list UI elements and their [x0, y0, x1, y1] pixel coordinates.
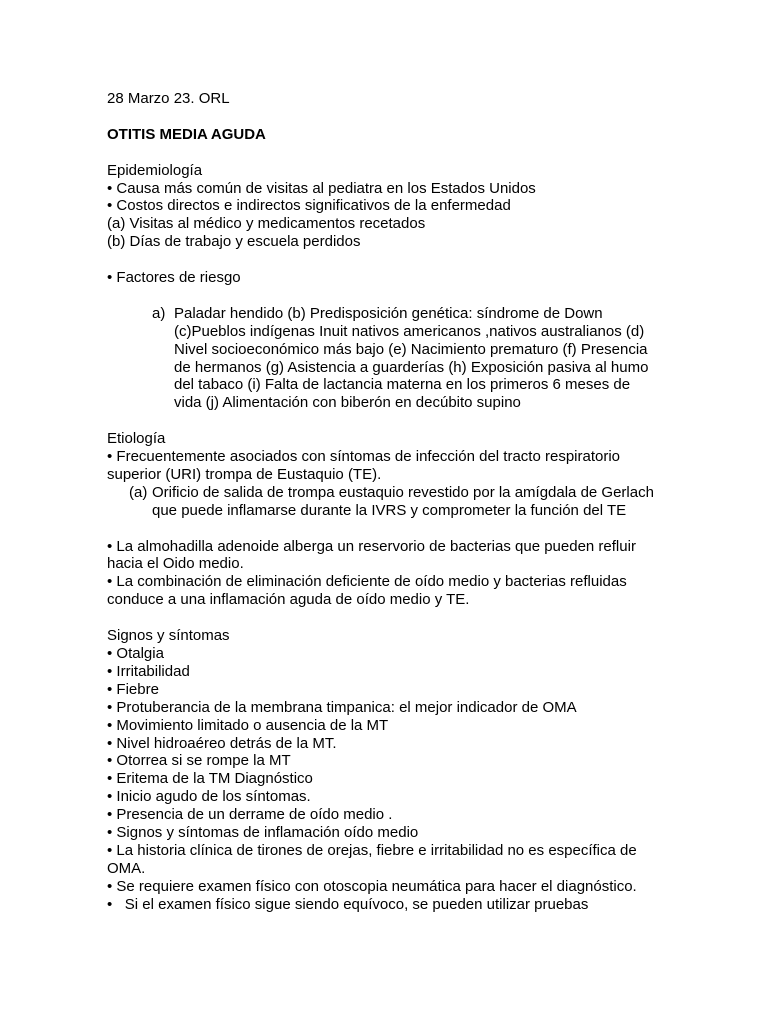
signos-item: • Eritema de la TM Diagnóstico: [107, 770, 313, 788]
signos-item: • Presencia de un derrame de oído medio .: [107, 806, 393, 824]
etiologia-sub-item: [129, 484, 667, 520]
etiologia-sub-text: Orificio de salida de trompa eustaquio revestido por la amígdala de Gerlach que puede inflamarse durante la IVRS y comprometer la función del TE: [152, 483, 654, 519]
signos-item: • Otorrea si se rompe la MT: [107, 752, 291, 770]
signos-item: • Protuberancia de la membrana timpanica: el mejor indicador de OMA: [107, 698, 577, 716]
etiologia-paragraph: • La combinación de eliminación deficiente de oído medio y bacterias refluidas conduce a una inflamación aguda de oído medio y TE.: [107, 573, 627, 609]
signos-paragraph: • Se requiere examen físico con otoscopia neumática para hacer el diagnóstico.: [107, 877, 637, 895]
signos-item: • Irritabilidad: [107, 662, 190, 680]
epidemiologia-line: • Causa más común de visitas al pediatra en los Estados Unidos: [107, 179, 536, 197]
spacer: [107, 287, 667, 305]
factores-list-item: [152, 305, 659, 412]
signos-heading: Signos y síntomas: [107, 627, 230, 645]
signos-item: • Inicio agudo de los síntomas.: [107, 788, 311, 806]
spacer: [107, 520, 667, 538]
signos-item: • Signos y síntomas de inflamación oído medio: [107, 824, 419, 842]
etiologia-heading: Etiología: [107, 430, 166, 448]
signos-paragraph: • La historia clínica de tirones de orejas, fiebre e irritabilidad no es específica de OMA.: [107, 841, 637, 877]
factores-heading: • Factores de riesgo: [107, 269, 241, 287]
signos-item: • Fiebre: [107, 680, 159, 698]
document-page: [107, 90, 667, 914]
spacer: [107, 108, 667, 126]
factores-text: Paladar hendido (b) Predisposición genética: síndrome de Down (c)Pueblos indígenas Inuit nativos americanos ,nativos australianos (d) Nivel socioeconómico más bajo (e) Nacimiento prematuro (f) Presencia de hermanos (g) Asistencia a guarderías (h) Exposición pasiva al humo del tabaco (i) Falta de lactancia materna en los primeros 6 meses de vida (j) Alimentación con biberón en decúbito supino: [174, 304, 649, 412]
etiologia-paragraph: • Frecuentemente asociados con síntomas de infección del tracto respiratorio superior (URI) trompa de Eustaquio (TE).: [107, 448, 621, 483]
signos-item: • Otalgia: [107, 644, 164, 662]
epidemiologia-line: (a) Visitas al médico y medicamentos recetados: [107, 215, 426, 233]
list-marker: (a): [129, 483, 148, 501]
signos-item: • Nivel hidroaéreo detrás de la MT.: [107, 734, 337, 752]
epidemiologia-line: (b) Días de trabajo y escuela perdidos: [107, 233, 361, 251]
signos-item: • Movimiento limitado o ausencia de la MT: [107, 716, 389, 734]
spacer: [107, 412, 667, 430]
document-title: OTITIS MEDIA AGUDA: [107, 125, 266, 143]
spacer: [107, 251, 667, 269]
epidemiologia-heading: Epidemiología: [107, 161, 203, 179]
signos-paragraph: • Si el examen físico sigue siendo equívoco, se pueden utilizar pruebas: [107, 895, 589, 913]
spacer: [107, 609, 667, 627]
list-marker: a): [152, 304, 166, 322]
etiologia-paragraph: • La almohadilla adenoide alberga un reservorio de bacterias que pueden refluir hacia el Oido medio.: [107, 537, 636, 573]
spacer: [107, 144, 667, 162]
document-header: 28 Marzo 23. ORL: [107, 90, 230, 107]
epidemiologia-line: • Costos directos e indirectos significativos de la enfermedad: [107, 197, 511, 215]
